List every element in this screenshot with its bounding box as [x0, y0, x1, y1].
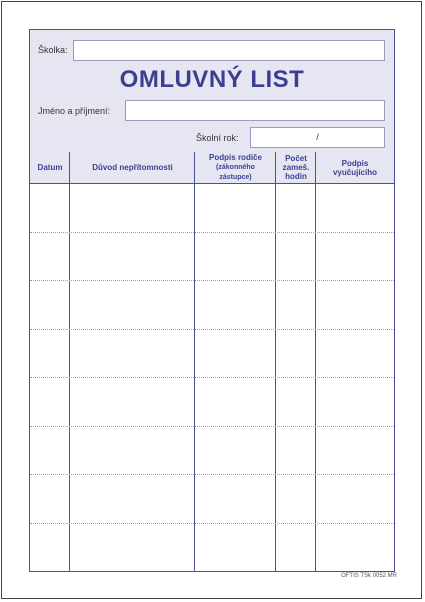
table-header	[30, 152, 394, 184]
name-field[interactable]	[125, 100, 385, 121]
name-label: Jméno a příjmení:	[38, 106, 111, 116]
column-header-teacher-signature: Podpis vyučujícího	[332, 158, 377, 177]
row-separator	[30, 329, 394, 330]
school-label: Školka:	[38, 45, 68, 55]
column-header-reason: Důvod nepřítomnosti	[92, 163, 173, 172]
absence-form	[29, 29, 395, 572]
parent-signature-label: Podpis rodiče	[209, 153, 262, 162]
parent-signature-sublabel: (zákonného zástupce)	[216, 164, 255, 181]
form-header	[30, 30, 394, 153]
school-field[interactable]	[73, 40, 385, 61]
row-separator	[30, 377, 394, 378]
product-code: OFTIS TSk 0052 MR	[341, 573, 397, 579]
row-separator	[30, 280, 394, 281]
column-divider	[69, 152, 70, 572]
column-header-hours: Počet zameš. hodin	[282, 154, 310, 181]
column-header-date: Datum	[37, 163, 63, 172]
school-year-field[interactable]: /	[250, 127, 385, 148]
column-header-parent-signature	[195, 152, 276, 183]
row-separator	[30, 426, 394, 427]
school-year-label: Školní rok:	[196, 133, 239, 143]
column-divider	[194, 152, 195, 572]
form-title: OMLUVNÝ LIST	[119, 66, 305, 93]
row-separator	[30, 523, 394, 524]
row-separator	[30, 232, 394, 233]
column-divider	[315, 152, 316, 572]
row-separator	[30, 474, 394, 475]
column-divider	[275, 152, 276, 572]
